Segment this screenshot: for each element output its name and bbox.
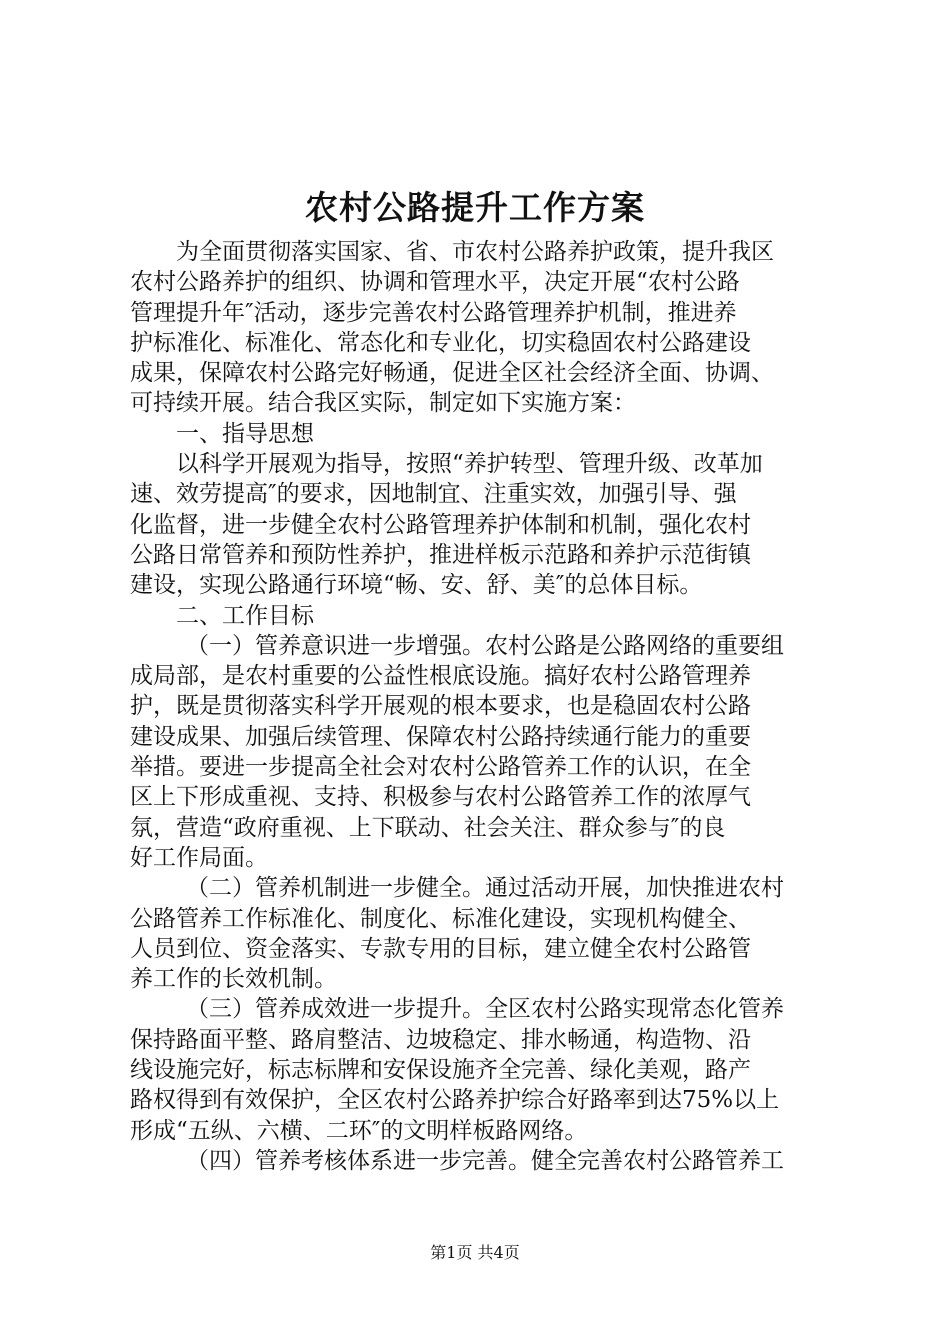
paragraph-line: （三）管养成效进一步提升。全区农村公路实现常态化管养 — [186, 996, 784, 1023]
paragraph-line: 人员到位、资金落实、专款专用的目标，建立健全农村公路管 — [130, 935, 751, 962]
paragraph-line: （四）管养考核体系进一步完善。健全完善农村公路管养工 — [186, 1147, 784, 1174]
page-footer — [0, 1243, 950, 1263]
paragraph-line: 建设，实现公路通行环境“畅、安、舒、美″的总体目标。 — [130, 572, 703, 599]
paragraph-line: 路权得到有效保护，全区农村公路养护综合好路率到达75%以上 — [130, 1087, 780, 1114]
page-number: 第1页 共4页 — [430, 1243, 520, 1262]
paragraph-line: （二）管养机制进一步健全。通过活动开展，加快推进农村 — [186, 875, 784, 902]
paragraph-line: 护标准化、标准化、常态化和专业化，切实稳固农村公路建设 — [130, 329, 751, 356]
paragraph-line: 成局部，是农村重要的公益性根底设施。搞好农村公路管理养 — [130, 663, 751, 690]
paragraph-line: 保持路面平整、路肩整洁、边坡稳定、排水畅通，构造物、沿 — [130, 1026, 751, 1053]
paragraph-line: 为全面贯彻落实国家、省、市农村公路养护政策，提升我区 — [176, 239, 774, 265]
section-heading: 一、指导思想 — [176, 420, 314, 447]
paragraph-line: 成果，保障农村公路完好畅通，促进全区社会经济全面、协调、 — [130, 360, 774, 387]
paragraph-line: 农村公路养护的组织、协调和管理水平，决定开展“农村公路 — [130, 269, 740, 296]
paragraph-line: 区上下形成重视、支持、积极参与农村公路管养工作的浓厚气 — [130, 784, 751, 811]
paragraph-line: 护，既是贯彻落实科学开展观的根本要求，也是稳固农村公路 — [130, 693, 751, 720]
paragraph-line: 公路日常管养和预防性养护，推进样板示范路和养护示范街镇 — [130, 541, 751, 568]
document-body — [130, 237, 830, 1176]
paragraph-line: 好工作局面。 — [130, 844, 268, 871]
paragraph-line: 以科学开展观为指导，按照“养护转型、管理升级、改革加 — [176, 451, 763, 478]
paragraph-line: 形成“五纵、六横、二环″的文明样板路网络。 — [130, 1117, 588, 1144]
paragraph-line: （一）管养意识进一步增强。农村公路是公路网络的重要组 — [186, 632, 784, 659]
paragraph-line: 管理提升年″活动，逐步完善农村公路管理养护机制，推进养 — [130, 299, 737, 326]
paragraph-line: 可持续开展。结合我区实际，制定如下实施方案： — [130, 390, 636, 417]
paragraph-line: 公路管养工作标准化、制度化、标准化建设，实现机构健全、 — [130, 905, 751, 932]
paragraph-line: 线设施完好，标志标牌和安保设施齐全完善、绿化美观，路产 — [130, 1057, 751, 1084]
paragraph-line: 举措。要进一步提高全社会对农村公路管养工作的认识，在全 — [130, 754, 751, 781]
paragraph-line: 养工作的长效机制。 — [130, 966, 337, 993]
section-heading: 二、工作目标 — [176, 602, 314, 629]
document-title: 农村公路提升工作方案 — [305, 188, 645, 227]
paragraph-line: 速、效劳提高″的要求，因地制宜、注重实效，加强引导、强 — [130, 481, 737, 508]
paragraph-line: 化监督，进一步健全农村公路管理养护体制和机制，强化农村 — [130, 511, 751, 538]
paragraph-line: 建设成果、加强后续管理、保障农村公路持续通行能力的重要 — [130, 723, 751, 750]
paragraph-line: 氛，营造“政府重视、上下联动、社会关注、群众参与″的良 — [130, 814, 726, 841]
